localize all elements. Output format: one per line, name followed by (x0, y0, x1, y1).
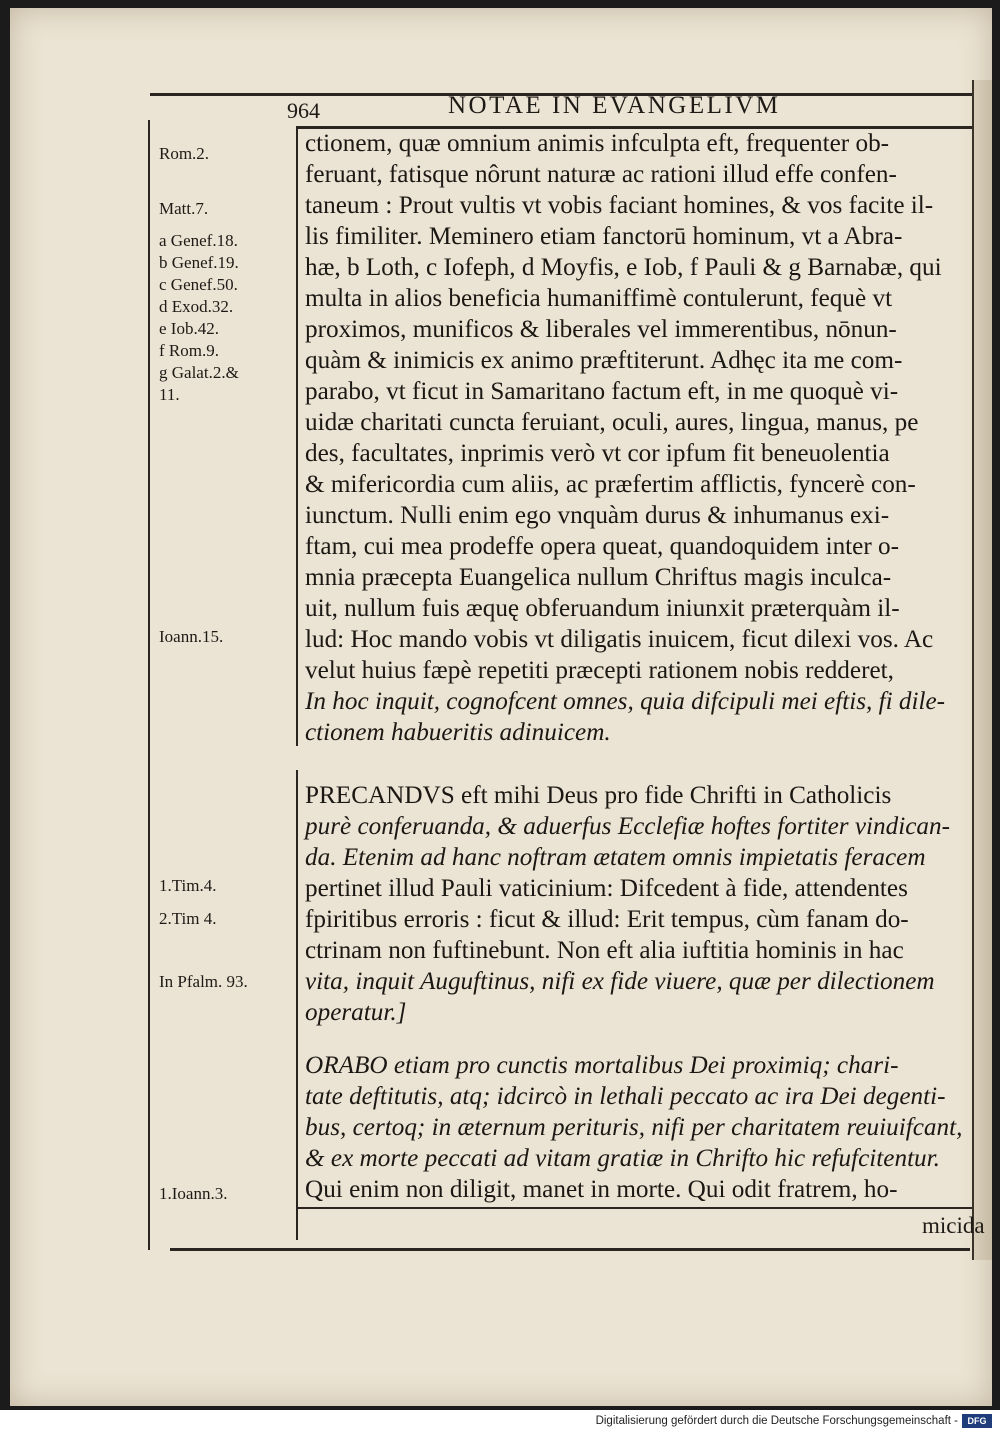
paragraph-3 (305, 1050, 975, 1205)
text-line: purè conferuanda, & aduerfus Ecclefiæ hoftes fortiter vindican- (305, 813, 950, 840)
margin-note: a Genef.18. (159, 231, 238, 250)
text-line: multa in alios beneficia humaniffimè contulerunt, fequè vt (305, 285, 893, 312)
text-line: ftam, cui mea prodeffe opera queat, quandoquidem inter o- (305, 533, 900, 560)
text-line: parabo, vt ficut in Samaritano factum eft, in me quoquè vi- (305, 378, 899, 405)
text-line: vita, inquit Auguftinus, nifi ex fide viuere, quæ per dilectionem (305, 968, 935, 995)
text-line: des, facultates, inprimis verò vt cor ipfum fit beneuolentia (305, 440, 890, 467)
text-line: uit, nullum fuis æquę obferuandum iniunxit præterquàm il- (305, 595, 900, 622)
text-line: uidæ charitati cuncta feruiant, oculi, aures, lingua, manus, pe (305, 409, 919, 436)
text-line: iunctum. Nulli enim ego vnquàm durus & inhumanus exi- (305, 502, 890, 529)
text-line: ctionem habueritis adinuicem. (305, 719, 611, 746)
text-line: tate deftitutis, atq; idcircò in lethali peccato ac ira Dei degenti- (305, 1083, 946, 1110)
margin-note: In Pfalm. 93. (159, 972, 248, 991)
text-line: operatur.] (305, 999, 407, 1026)
margin-note: g Galat.2.& (159, 363, 239, 382)
margin-note: d Exod.32. (159, 297, 234, 316)
page-number: 964 (287, 98, 320, 123)
text-line: In hoc inquit, cognofcent omnes, quia difcipuli mei eftis, fi dile- (305, 688, 946, 715)
margin-note: b Genef.19. (159, 253, 239, 272)
text-line: bus, certoq; in æternum perituris, nifi per charitatem reuiuifcant, (305, 1114, 963, 1141)
column-divider-lower (296, 770, 298, 1240)
margin-note: Rom.2. (159, 144, 210, 163)
text-line: pertinet illud Pauli vaticinium: Difcedent à fide, attendentes (305, 875, 908, 902)
text-line: PRECANDVS eft mihi Deus pro fide Chrifti in Catholicis (305, 782, 892, 809)
margin-note: f Rom.9. (159, 341, 219, 360)
text-line: da. Etenim ad hanc noftram ætatem omnis impietatis feracem (305, 844, 926, 871)
margin-note: Ioann.15. (159, 627, 224, 646)
text-line: Qui enim non diligit, manet in morte. Qui odit fratrem, ho- (305, 1176, 898, 1203)
paragraph-2 (305, 780, 975, 1028)
text-line: ORABO etiam pro cunctis mortalibus Dei proximiq; chari- (305, 1052, 899, 1079)
text-line: ctionem, quæ omnium animis infculpta eft, frequenter ob- (305, 130, 890, 157)
margin-note: 1.Tim.4. (159, 876, 217, 895)
margin-note: 2.Tim 4. (159, 909, 217, 928)
dfg-logo-icon: DFG (962, 1414, 992, 1428)
footer-rule (170, 1248, 970, 1251)
left-border-rule (148, 120, 150, 1250)
paragraph-1 (305, 128, 975, 748)
margin-note: c Genef.50. (159, 275, 238, 294)
text-line: velut huius fæpè repetiti præcepti rationem nobis redderet, (305, 657, 894, 684)
footer-credit: Digitalisierung gefördert durch die Deutsche Forschungsgemeinschaft - (595, 1415, 958, 1427)
text-bottom-rule (296, 1207, 972, 1209)
catchword: micida (922, 1213, 985, 1238)
text-line: lud: Hoc mando vobis vt diligatis inuicem, ficut dilexi vos. Ac (305, 626, 934, 653)
text-line: lis fimiliter. Meminero etiam fanctorū hominum, vt a Abra- (305, 223, 903, 250)
margin-note: 1.Ioann.3. (159, 1184, 228, 1203)
margin-note: Matt.7. (159, 199, 209, 218)
text-line: fpiritibus erroris : ficut & illud: Erit tempus, cùm fanam do- (305, 906, 909, 933)
text-line: quàm & inimicis ex animo præftiterunt. Adhęc ita me com- (305, 347, 903, 374)
text-line: mnia præcepta Euangelica nullum Chriftus magis inculca- (305, 564, 892, 591)
column-divider-upper (296, 126, 298, 746)
text-line: ctrinam non fuftinebunt. Non eft alia iuftitia hominis in hac (305, 937, 904, 964)
margin-note: e Iob.42. (159, 319, 219, 338)
page-edge (972, 80, 992, 1260)
text-line: proximos, munificos & liberales vel immerentibus, nōnun- (305, 316, 897, 343)
text-line: taneum : Prout vultis vt vobis faciant homines, & vos facite il- (305, 192, 934, 219)
text-line: & ex morte peccati ad vitam gratiæ in Chrifto hic refufcitentur. (305, 1145, 940, 1172)
text-line: hæ, b Loth, c Iofeph, d Moyfis, e Iob, f Pauli & g Barnabæ, qui (305, 254, 942, 281)
text-line: & mifericordia cum aliis, ac præfertim afflictis, fyncerè con- (305, 471, 916, 498)
margin-note: 11. (159, 385, 180, 404)
running-title: NOTAE IN EVANGELIVM (448, 92, 781, 119)
text-line: feruant, fatisque nôrunt naturæ ac rationi illud effe confen- (305, 161, 897, 188)
